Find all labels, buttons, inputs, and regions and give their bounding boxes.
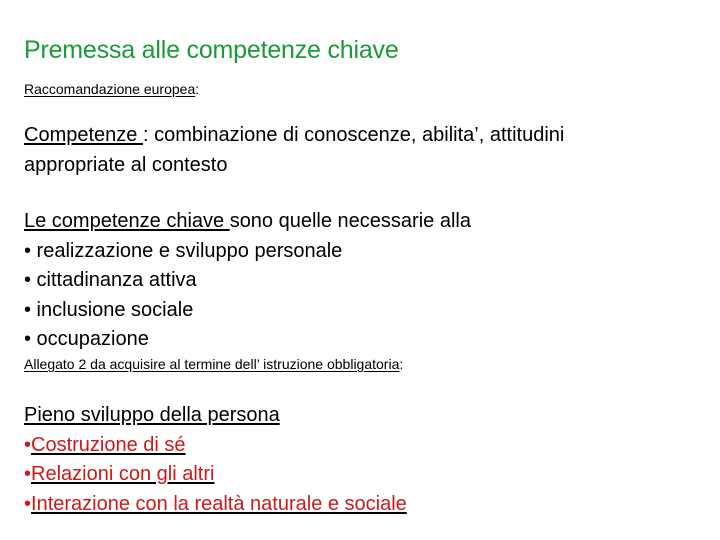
- full-development-item: [24, 490, 407, 520]
- definition-term: Competenze: [24, 124, 143, 146]
- recommendation-link[interactable]: Raccomandazione europea: [24, 81, 196, 97]
- recommendation-line: [24, 80, 199, 98]
- definition-line-2: appropriate al contesto: [24, 153, 228, 176]
- recommendation-suffix: :: [195, 81, 200, 97]
- annex-line: [24, 355, 403, 373]
- full-development-section: [24, 401, 407, 519]
- bullet-symbol: •: [24, 463, 32, 485]
- key-competences-term: Le competenze chiave: [24, 210, 230, 232]
- full-development-item-text[interactable]: Relazioni con gli altri: [31, 463, 215, 485]
- full-development-item: [24, 431, 407, 461]
- key-competences-text: sono quelle necessarie alla: [229, 210, 471, 232]
- annex-link[interactable]: Allegato 2 da acquisire al termine dell’ istruzione obbligatoria: [24, 356, 400, 372]
- annex-suffix: :: [399, 356, 404, 372]
- key-competence-bullet: • occupazione: [24, 328, 149, 350]
- slide-title: Premessa alle competenze chiave: [24, 36, 399, 64]
- full-development-heading-line: [24, 401, 407, 431]
- key-competence-bullet: • cittadinanza attiva: [24, 269, 197, 291]
- definition-paragraph: [24, 121, 564, 180]
- full-development-heading: Pieno sviluppo della persona: [24, 404, 280, 426]
- key-competence-bullet: • realizzazione e sviluppo personale: [24, 239, 343, 262]
- definition-text-1: : combinazione di conoscenze, abilita’, attitudini: [142, 124, 565, 146]
- bullet-symbol: •: [24, 492, 32, 515]
- definition-line-1: [24, 121, 564, 151]
- full-development-item-text[interactable]: Interazione con la realtà naturale e sociale: [31, 492, 407, 515]
- full-development-item-text[interactable]: Costruzione di sé: [31, 433, 186, 456]
- key-competences-paragraph: [24, 207, 471, 355]
- key-competence-bullet: • inclusione sociale: [24, 298, 194, 321]
- key-competences-line: [24, 207, 471, 237]
- bullet-symbol: •: [24, 433, 32, 456]
- full-development-item: [24, 460, 407, 490]
